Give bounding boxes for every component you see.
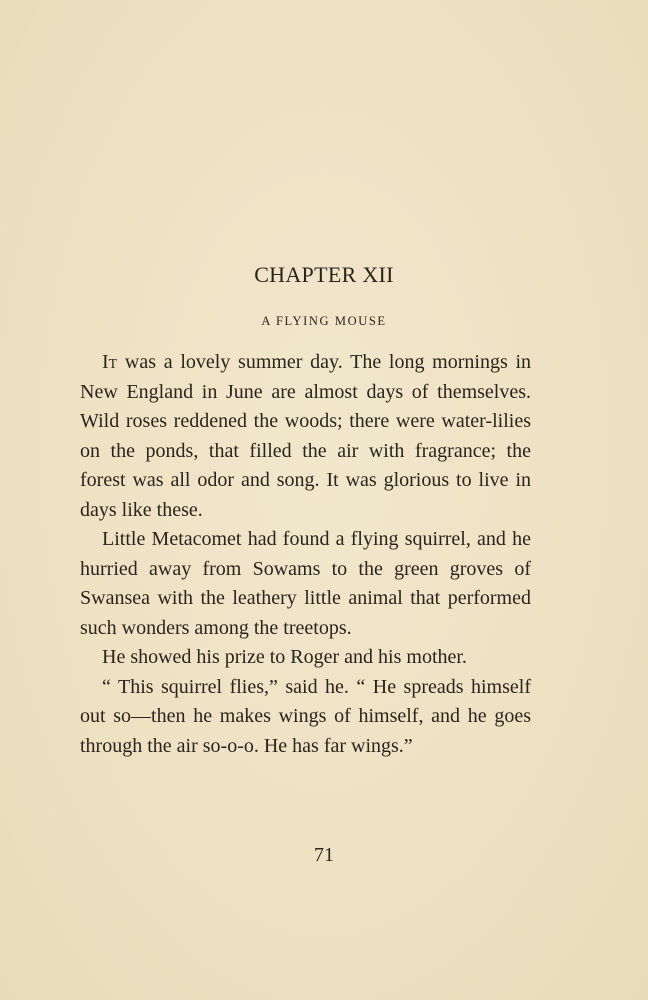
body-text bbox=[80, 348, 531, 761]
page-number: 71 bbox=[314, 844, 334, 866]
paragraph-2 bbox=[80, 525, 531, 643]
paragraph-3 bbox=[80, 643, 531, 673]
paragraph-4 bbox=[80, 673, 531, 762]
chapter-heading: CHAPTER XII bbox=[254, 262, 394, 287]
paragraph-lead-word: It bbox=[102, 351, 118, 373]
paragraph-text: was a lovely summer day. The long mornings in New England in June are almost days of themselves. Wild roses reddened the woods; there were water-lilies on the ponds, that filled the air with fragrance; the forest was all odor and song. It was glorious to live in days like these. bbox=[80, 351, 531, 521]
paragraph-text: He showed his prize to Roger and his mother. bbox=[102, 646, 467, 668]
chapter-subtitle: A FLYING MOUSE bbox=[261, 314, 387, 328]
paragraph-1 bbox=[80, 348, 531, 525]
paragraph-text: “ This squirrel flies,” said he. “ He spreads himself out so—then he makes wings of himself, and he goes through the air so-o-o. He has far wings.” bbox=[80, 675, 531, 757]
paragraph-text: Little Metacomet had found a flying squirrel, and he hurried away from Sowams to the green groves of Swansea with the leathery little animal that performed such wonders among the treetops. bbox=[80, 528, 531, 639]
